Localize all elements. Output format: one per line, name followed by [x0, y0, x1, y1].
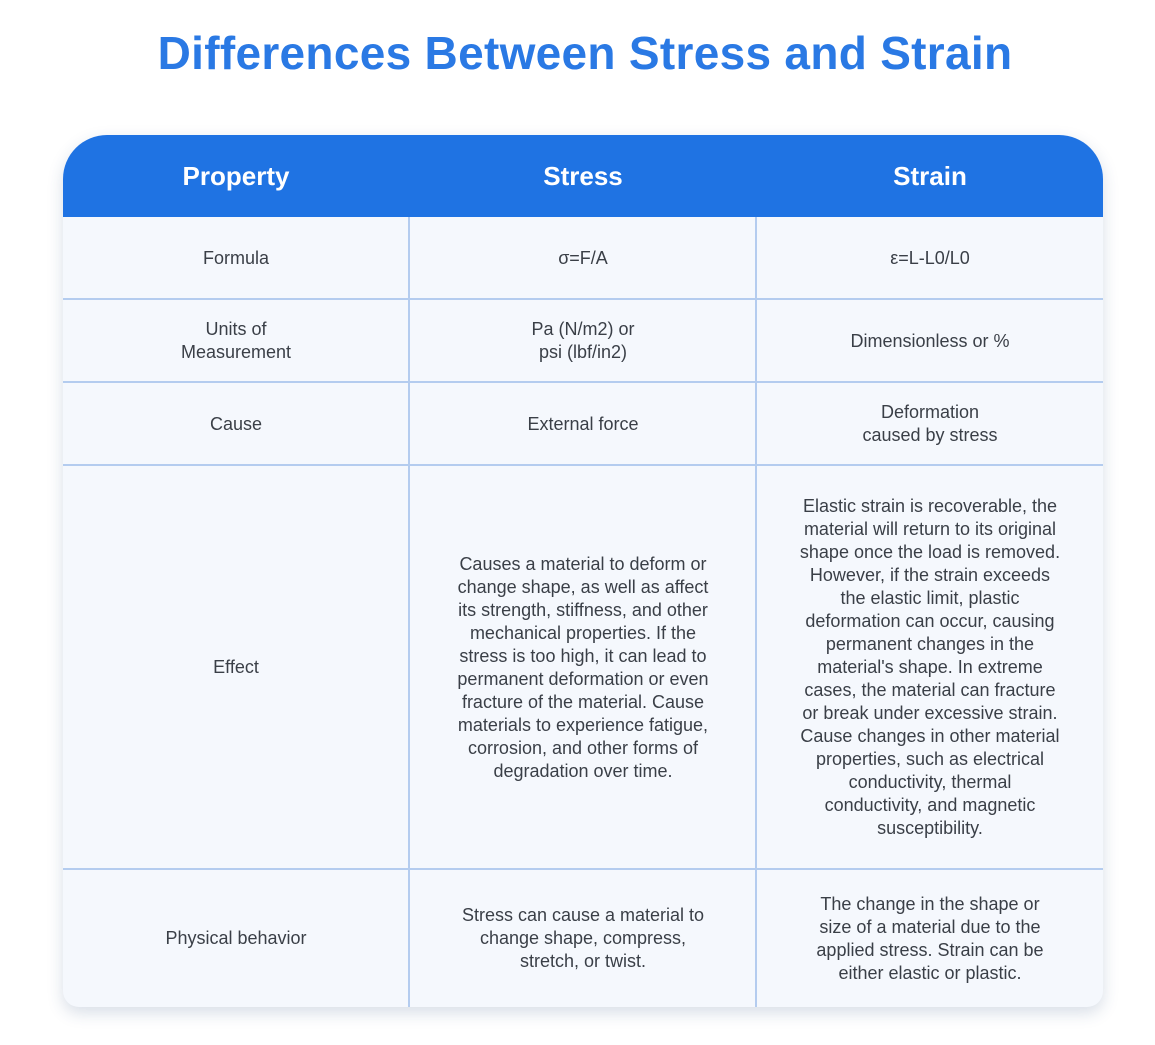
cell-effect-strain: Elastic strain is recoverable, the material will return to its original shape once the load is removed. However, if the strain exceeds the elastic limit, plastic deformation can occur, causing permanent changes in the material's shape. In extreme cases, the material can fracture or break under excessive strain. Cause changes in other material properties, such as electrical conductivity, thermal conductivity, and magnetic susceptibility.: [799, 496, 1061, 838]
comparison-table: [63, 135, 1103, 1007]
table-header-row: [63, 135, 1103, 217]
cell-physical-property: Physical behavior: [165, 928, 307, 948]
header-strain: Strain: [893, 160, 967, 191]
cell-physical-stress: Stress can cause a material to change shape, compress, stretch, or twist.: [461, 905, 705, 971]
cell-units-stress: Pa (N/m2) or psi (lbf/in2): [531, 319, 635, 362]
cell-units-property: Units of Measurement: [180, 319, 292, 362]
cell-units-strain: Dimensionless or %: [850, 330, 1010, 351]
cell-effect-stress: Causes a material to deform or change shape, as well as affect its strength, stiffness, and other mechanical properties. If the stress is too high, it can lead to permanent deformation or even fracture of the material. Cause materials to experience fatigue, corrosion, and other forms of degradation over time.: [457, 553, 709, 781]
cell-formula-property: Formula: [202, 247, 269, 268]
cell-cause-stress: External force: [527, 413, 639, 434]
cell-cause-property: Cause: [209, 413, 263, 434]
cell-formula-strain: ε=L-L0/L0: [890, 247, 970, 268]
header-stress: Stress: [543, 160, 623, 191]
cell-formula-stress: σ=F/A: [558, 247, 608, 268]
page-title: Differences Between Stress and Strain: [157, 27, 1013, 79]
cell-physical-strain: The change in the shape or size of a material due to the applied stress. Strain can be either elastic or plastic.: [816, 893, 1044, 983]
cell-cause-strain: Deformation caused by stress: [862, 402, 998, 445]
header-property: Property: [182, 160, 290, 191]
cell-effect-property: Effect: [213, 657, 259, 677]
